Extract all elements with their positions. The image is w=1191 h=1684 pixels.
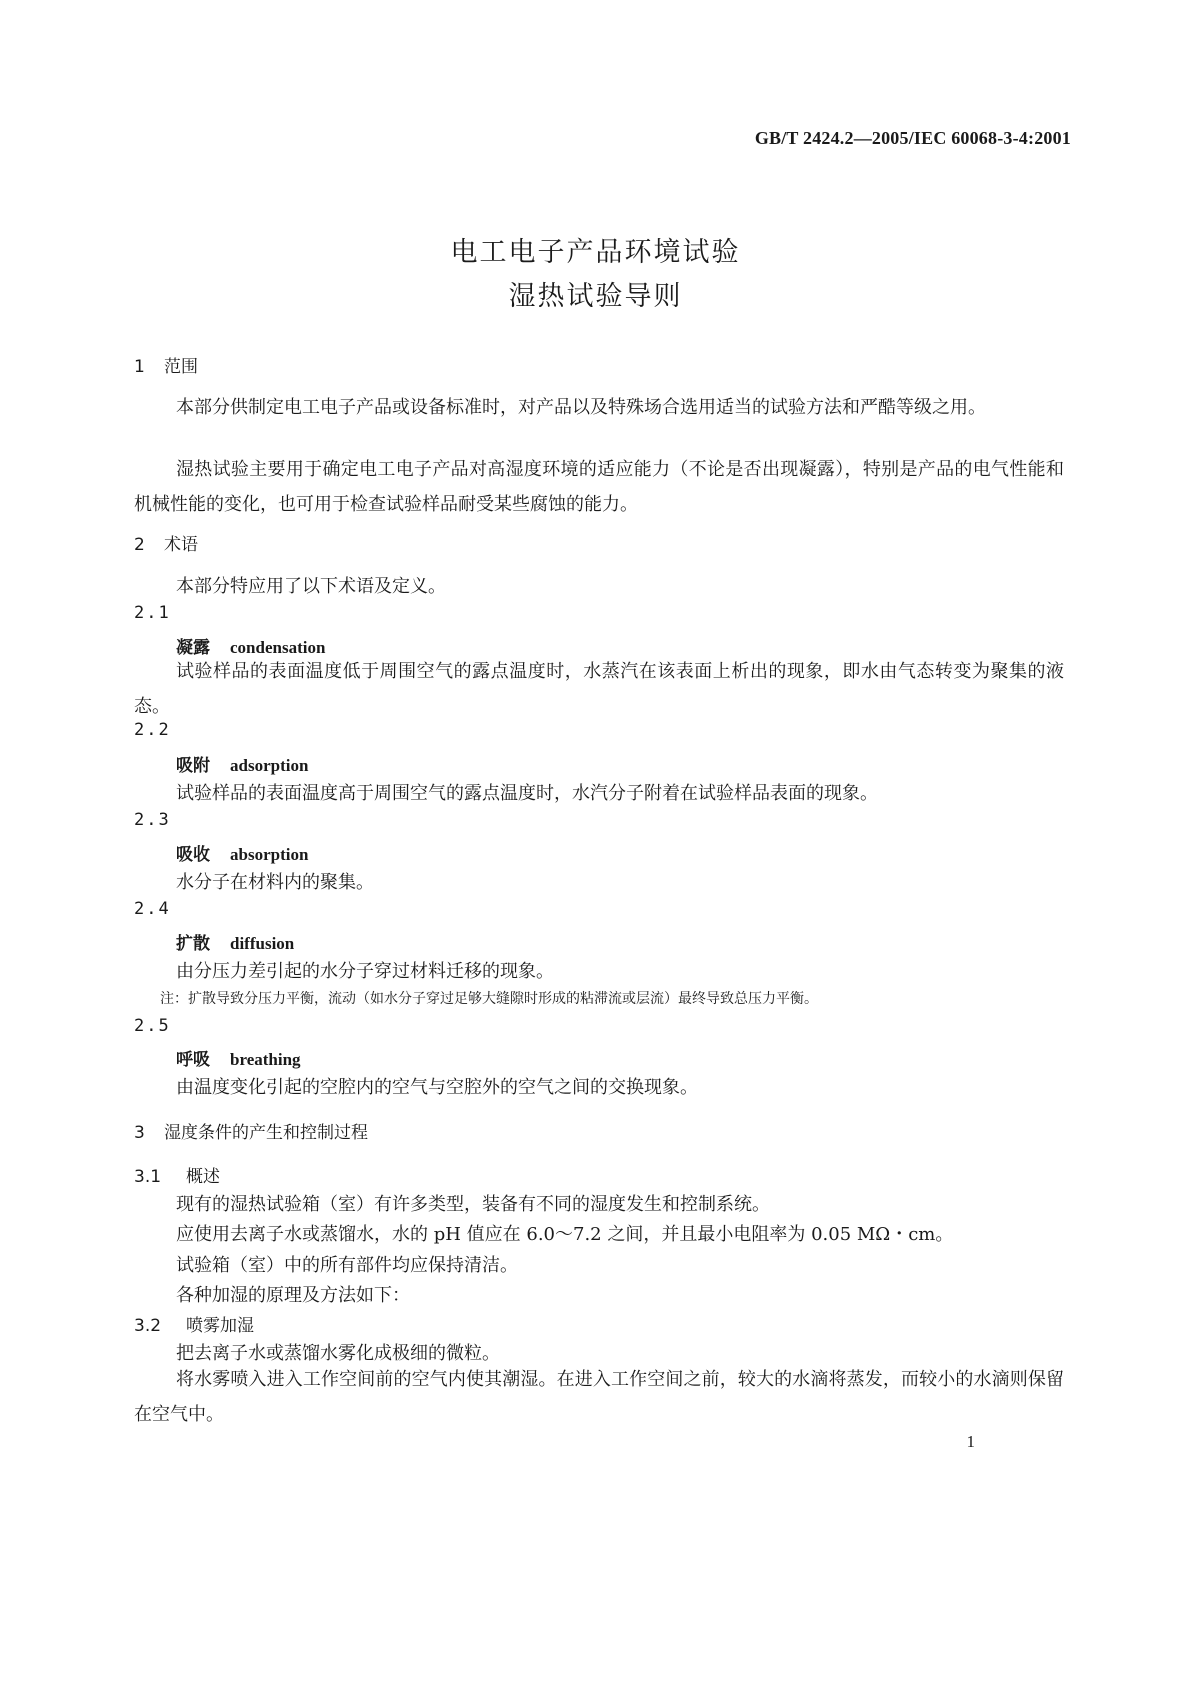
- term-note: 注：扩散导致分压力平衡，流动（如水分子穿过足够大缝隙时形成的粘滞流或层流）最终导致总压力平衡。: [160, 991, 818, 1007]
- section-number: 2: [134, 535, 145, 555]
- subsection-3-1-heading: [134, 1162, 220, 1187]
- term-zh: 呼吸: [176, 1050, 210, 1070]
- subsection-number: 3.2: [134, 1316, 162, 1336]
- term-en: absorption: [230, 845, 309, 864]
- subsection-title: 喷雾加湿: [186, 1316, 254, 1336]
- term-en: breathing: [230, 1050, 301, 1069]
- section-title: 湿度条件的产生和控制过程: [164, 1123, 368, 1143]
- section-2-intro: 本部分特应用了以下术语及定义。: [176, 576, 446, 597]
- page-number: 1: [966, 1432, 975, 1451]
- term-zh: 吸收: [176, 845, 210, 865]
- section-1-paragraph-2: 湿热试验主要用于确定电工电子产品对高湿度环境的适应能力（不论是否出现凝露），特别是产品的电气性能和机械性能的变化，也可用于检查试验样品耐受某些腐蚀的能力。: [134, 459, 1064, 515]
- term-heading: [176, 1045, 301, 1070]
- term-zh: 扩散: [176, 934, 210, 954]
- subsection-title: 概述: [186, 1167, 220, 1187]
- section-number: 1: [134, 357, 145, 377]
- paragraph-line: 各种加湿的原理及方法如下：: [176, 1285, 410, 1306]
- clause-number: 2.3: [134, 810, 171, 830]
- paragraph-line: 应使用去离子水或蒸馏水，水的 pH 值应在 6.0～7.2 之间，并且最小电阻率为 0.05 MΩ・cm。: [176, 1224, 954, 1245]
- clause-number: 2.1: [134, 603, 171, 623]
- term-definition: 试验样品的表面温度高于周围空气的露点温度时，水汽分子附着在试验样品表面的现象。: [176, 783, 878, 804]
- section-title: 术语: [164, 535, 198, 555]
- paragraph-line: 试验箱（室）中的所有部件均应保持清洁。: [176, 1255, 518, 1276]
- term-definition: 由分压力差引起的水分子穿过材料迁移的现象。: [176, 961, 554, 982]
- standard-code: GB/T 2424.2—2005/IEC 60068-3-4:2001: [754, 128, 1071, 148]
- term-heading: [176, 840, 308, 865]
- term-heading: [176, 751, 308, 776]
- paragraph-line: 把去离子水或蒸馏水雾化成极细的微粒。: [176, 1343, 500, 1364]
- term-definition: 由温度变化引起的空腔内的空气与空腔外的空气之间的交换现象。: [176, 1077, 698, 1098]
- section-2-heading: [134, 530, 198, 555]
- clause-number: 2.5: [134, 1016, 171, 1036]
- term-zh: 吸附: [176, 756, 210, 776]
- paragraph: 将水雾喷入进入工作空间前的空气内使其潮湿。在进入工作空间之前，较大的水滴将蒸发，而较小的水滴则保留在空气中。: [134, 1369, 1064, 1425]
- section-number: 3: [134, 1123, 145, 1143]
- term-en: adsorption: [230, 756, 309, 775]
- term-en: diffusion: [230, 934, 295, 953]
- term-en: condensation: [230, 638, 326, 657]
- section-3-heading: [134, 1118, 368, 1143]
- subsection-number: 3.1: [134, 1167, 162, 1187]
- section-title: 范围: [164, 357, 198, 377]
- term-definition: 试验样品的表面温度低于周围空气的露点温度时，水蒸汽在该表面上析出的现象，即水由气态转变为聚集的液态。: [134, 661, 1064, 717]
- document-title-line1: 电工电子产品环境试验: [450, 237, 741, 268]
- section-1-paragraph-1: 本部分供制定电工电子产品或设备标准时，对产品以及特殊场合选用适当的试验方法和严酷等级之用。: [176, 397, 986, 418]
- subsection-3-2-heading: [134, 1311, 254, 1336]
- term-heading: [176, 929, 294, 954]
- term-definition: 水分子在材料内的聚集。: [176, 872, 374, 893]
- clause-number: 2.4: [134, 899, 171, 919]
- term-zh: 凝露: [176, 638, 210, 658]
- section-1-heading: [134, 352, 198, 377]
- paragraph-line: 现有的湿热试验箱（室）有许多类型，装备有不同的湿度发生和控制系统。: [176, 1194, 770, 1215]
- document-title-line2: 湿热试验导则: [508, 281, 683, 312]
- clause-number: 2.2: [134, 720, 171, 740]
